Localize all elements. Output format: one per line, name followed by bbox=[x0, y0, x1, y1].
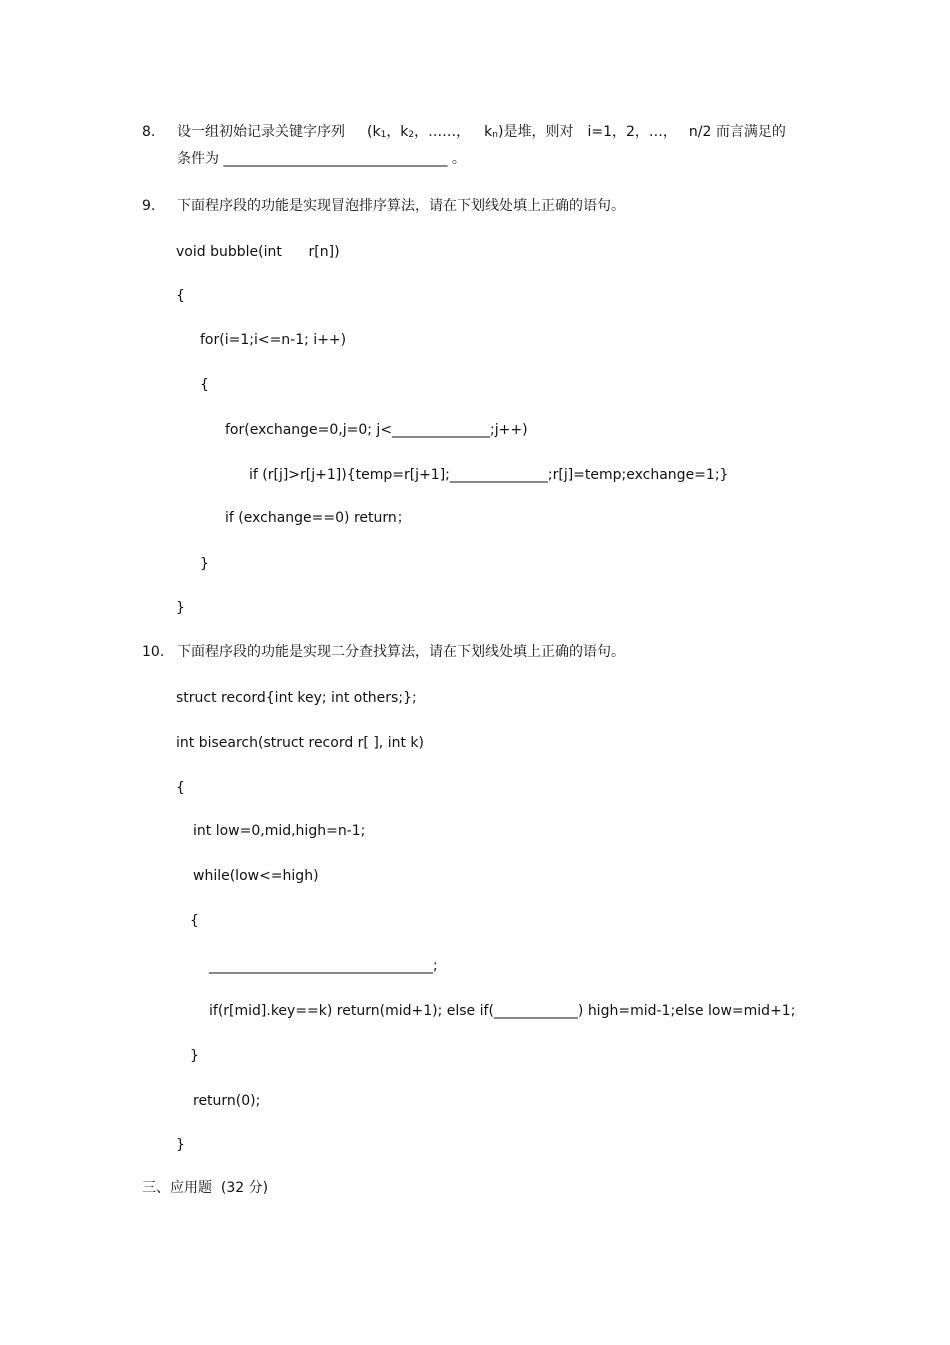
q10-code-line-10: return(0); bbox=[193, 1093, 261, 1109]
q9-code-line-1: void bubble(int r[n]) bbox=[176, 244, 340, 260]
q10-prompt: 下面程序段的功能是实现二分查找算法，请在下划线处填上正确的语句。 bbox=[177, 644, 625, 660]
q8-text-a: 设一组初始记录关键字序列 bbox=[177, 124, 345, 140]
q10-code-line-2: int bisearch(struct record r[ ], int k) bbox=[176, 735, 424, 751]
q8-text-c: i=1，2，…， bbox=[587, 124, 677, 140]
q10-code-line-1: struct record{int key; int others;}; bbox=[176, 690, 417, 706]
q9-code-line-9: } bbox=[176, 600, 185, 616]
q8-k2: ，k bbox=[386, 124, 409, 140]
q8-k1-sub: 1 bbox=[380, 130, 387, 140]
q8-text-d: n/2 而言满足的 bbox=[688, 124, 786, 140]
q8-number: 8. bbox=[142, 124, 156, 140]
q9-code-line-4: { bbox=[200, 377, 209, 393]
q10-number: 10. bbox=[142, 644, 165, 660]
section-3-heading: 三、应用题 (32 分) bbox=[142, 1180, 269, 1196]
q9-code-line-3: for(i=1;i<=n-1; i++) bbox=[200, 332, 347, 348]
q8-k2-sub: 2 bbox=[408, 130, 415, 140]
q8-line2: 条件为 ________________________________ 。 bbox=[177, 151, 466, 167]
q8-line1 bbox=[177, 123, 786, 144]
q9-code-line-5: for(exchange=0,j=0; j<______________;j++) bbox=[225, 422, 528, 438]
q9-code-line-8: } bbox=[200, 556, 209, 572]
q9-number: 9. bbox=[142, 198, 156, 214]
q8-k1: (k bbox=[367, 124, 381, 140]
q10-code-line-11: } bbox=[176, 1137, 185, 1153]
q9-code-line-2: { bbox=[176, 288, 185, 304]
q10-code-line-8: if(r[mid].key==k) return(mid+1); else if(____________) high=mid-1;else low=mid+1; bbox=[209, 1003, 796, 1019]
q10-code-line-9: } bbox=[190, 1048, 199, 1064]
q8-dots: ，……， bbox=[414, 124, 471, 140]
q10-code-line-3: { bbox=[176, 780, 185, 796]
q10-code-line-6: { bbox=[190, 913, 199, 929]
q10-code-line-7: ________________________________; bbox=[209, 958, 438, 974]
q8-kn: k bbox=[484, 124, 493, 140]
q9-prompt: 下面程序段的功能是实现冒泡排序算法，请在下划线处填上正确的语句。 bbox=[177, 198, 625, 214]
q9-code-line-7: if (exchange==0) return； bbox=[225, 510, 411, 526]
q8-text-b: )是堆，则对 bbox=[497, 124, 574, 140]
q10-code-line-5: while(low<=high) bbox=[193, 868, 319, 884]
q9-code-line-6: if (r[j]>r[j+1]){temp=r[j+1];______________;r[j]=temp;exchange=1;} bbox=[249, 467, 729, 483]
q8-kn-sub: n bbox=[492, 130, 498, 140]
q10-code-line-4: int low=0,mid,high=n-1; bbox=[193, 823, 366, 839]
